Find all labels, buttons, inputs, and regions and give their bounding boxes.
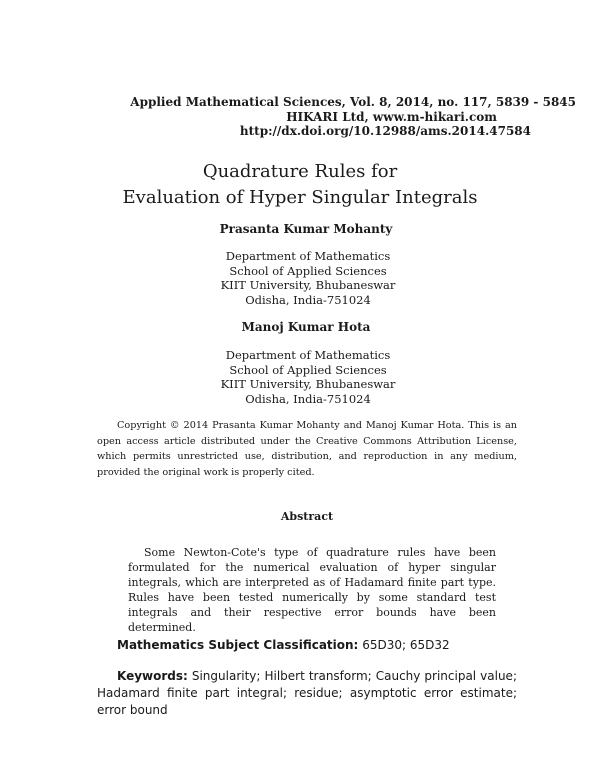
affiliation-line: Department of Mathematics bbox=[225, 348, 391, 362]
affiliation-line: School of Applied Sciences bbox=[229, 362, 387, 377]
title-line-2: Evaluation of Hyper Singular Integrals bbox=[122, 187, 478, 208]
abstract-text: Some Newton-Cote's type of quadrature rules have been formulated for the numerical evaluation of hyper singular integrals, which are interpreted as of Hadamard finite part type. Rules have been tested numerically by some standard test integrals and their respective error bounds have been determined. bbox=[128, 546, 496, 634]
affiliation-line: KIIT University, Bhubaneswar bbox=[220, 278, 396, 292]
keywords-block bbox=[97, 668, 517, 719]
affiliation-line: Department of Mathematics bbox=[225, 249, 391, 263]
doi-line: http://dx.doi.org/10.12988/ams.2014.47584 bbox=[239, 124, 531, 138]
author-2-name: Manoj Kumar Hota bbox=[241, 320, 371, 334]
msc-label: Mathematics Subject Classification: bbox=[117, 638, 359, 652]
title-line-1: Quadrature Rules for bbox=[202, 161, 398, 182]
author-2-affiliation bbox=[218, 348, 398, 406]
msc-line bbox=[117, 638, 450, 652]
journal-citation: Applied Mathematical Sciences, Vol. 8, 2014, no. 117, 5839 - 5845 bbox=[130, 95, 576, 109]
publisher-line: HIKARI Ltd, www.m-hikari.com bbox=[286, 110, 497, 124]
affiliation-line: School of Applied Sciences bbox=[229, 263, 387, 278]
msc-value: 65D30; 65D32 bbox=[362, 638, 450, 652]
affiliation-line: KIIT University, Bhubaneswar bbox=[220, 377, 396, 391]
abstract-heading: Abstract bbox=[280, 510, 334, 523]
affiliation-line: Odisha, India-751024 bbox=[245, 292, 371, 307]
keywords-value: Singularity; Hilbert transform; Cauchy principal value; Hadamard finite part integral; residue; asymptotic error estimate; error bound bbox=[97, 669, 517, 717]
author-1-affiliation bbox=[218, 249, 398, 307]
keywords-label: Keywords: bbox=[117, 669, 188, 683]
copyright-notice: Copyright © 2014 Prasanta Kumar Mohanty and Manoj Kumar Hota. This is an open access article distributed under the Creative Commons Attribution License, which permits unrestricted use, distribution, and reproduction in any medium, provided the original work is properly cited. bbox=[97, 420, 517, 478]
affiliation-line: Odisha, India-751024 bbox=[245, 391, 371, 406]
author-1-name: Prasanta Kumar Mohanty bbox=[219, 222, 393, 236]
